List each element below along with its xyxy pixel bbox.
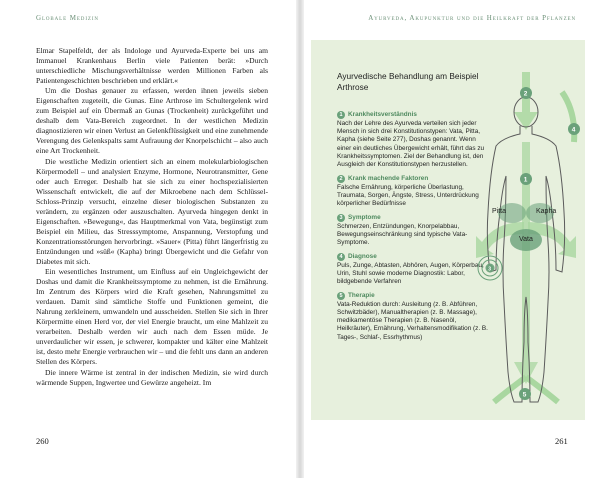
marker-4-label: 4 [571, 126, 576, 134]
body-illustration [466, 72, 590, 417]
paragraph: Elmar Stapelfeldt, der als Indologe und Ayurveda-Experte bei uns am Immanuel Krankenhaus Berlin viele Patienten berät: »Durch unterschiedliche Mischungsverhältnisse werden Millionen Farben als Patientengeschichten beschrieben und erklärt.« [36, 46, 268, 86]
marker-3-label: 3 [488, 266, 491, 273]
section-body: Schmerzen, Entzündungen, Knorpelabbau, Bewegungseinschränkung sind typische Vata-Symptome. [337, 222, 468, 246]
section-heading: Krank machende Faktoren [348, 174, 429, 182]
panel-title: Ayurvedische Behandlung am Beispiel Arthrose [337, 71, 479, 92]
left-page-body [36, 46, 268, 388]
pitta-label: Pitta [492, 208, 507, 215]
page-number-right: 261 [555, 436, 568, 446]
section-heading: Diagnose [348, 252, 377, 260]
section-number-badge: 5 [337, 292, 345, 300]
book-gutter [296, 0, 304, 478]
page-number-left: 260 [36, 436, 49, 446]
section-heading: Krankheitsverständnis [348, 111, 417, 118]
section-heading: Therapie [348, 291, 375, 299]
section-number-badge: 3 [337, 214, 345, 222]
section-number-badge: 2 [337, 175, 345, 183]
vata-label: Vata [519, 236, 533, 243]
section-body: Puls, Zunge, Abtasten, Abhören, Augen, Körperbau, Urin, Stuhl sowie moderne Diagnostik: Labor, bildgebende Verfahren [337, 261, 484, 285]
body-figure-svg [466, 72, 590, 417]
paragraph: Die innere Wärme ist zentral in der indischen Medizin, sie wird durch wärmende Suppen, Ingwertee und Gewürze angeheizt. Im [36, 367, 268, 387]
paragraph: Ein wesentliches Instrument, um Einfluss auf ein Ungleichgewicht der Doshas und damit die Krankheitssymptome zu nehmen, ist die Ernährung. Im Zentrum des Körpers wird die Kraft gesehen, Nahrungsmittel zu verdauen. Damit sind sämtliche Stoffe und Funktionen gemeint, die Nahrung zerkleinern, umwandeln und ausscheiden. Stellen Sie sich in Ihrer Körpermitte einen Herd vor, der viel Energie braucht, um eine Mahlzeit zu verarbeiten. Deshalb werden wir auch nach dem Essen müde. Je unverdaulicher wir essen, je schwerer, kompakter und kälter eine Mahlzeit ist, desto mehr Energie verbrauchen wir – und die fehlt uns dann an anderen Stellen des Körpers. [36, 267, 268, 367]
section-heading: Symptome [348, 213, 381, 221]
section-number-badge: 1 [337, 111, 345, 119]
running-head-right: Ayurveda, Akupunktur und die Heilkraft der Pflanzen [368, 14, 576, 22]
kapha-label: Kapha [536, 208, 557, 215]
running-head-left: Globale Medizin [36, 14, 99, 22]
section-body: Nach der Lehre des Ayurveda verteilen sich jeder Mensch in sich drei Konstitutionstypen: Vata, Pitta, Kapha (siehe Seite 277), Doshas genannt. Wenn einer ein deutliches Übergewicht erhält, führt das zu Krankheitssymptomen. Ziel der Behandlung ist, den Ausgleich der Konstitutionstypen herzustellen. [337, 119, 485, 168]
marker-5-label: 5 [522, 391, 527, 399]
marker-1-label: 1 [523, 176, 528, 184]
section-body: Vata-Reduktion durch: Ausleitung (z. B. Abführen, Schwitzbäder), Manualtherapien (z. B. Massage), medikamentöse Therapien (z. B. Nasenöl, Heilkräuter), Ernährung, Verhaltensmodifikation (z. B. Tages-, Schlaf-, Essrhythmus) [337, 300, 488, 341]
paragraph: Um die Doshas genauer zu erfassen, werden ihnen jeweils sieben Eigenschaften zugeteilt, die Gunas. Eine Arthrose im Schultergelenk wird zum Beispiel auf ein Übermaß an Gunas (Trockenheit) zurückgeführt und deshalb dem Vata-Bereich zugeordnet. In der westlichen Medizin diagnostizieren wir einen Verlust an Gelenkflüssigkeit und eine zunehmende Verengung des Gelenkspalts samt Aufrauung der Knorpelschicht – also auch eine Art Trockenheit. [36, 86, 268, 156]
marker-2-label: 2 [523, 90, 528, 98]
paragraph: Die westliche Medizin orientiert sich an einem molekularbiologischen Körpermodell – und analysiert Enzyme, Hormone, Neurotransmitter, Gene oder auch Erreger. Deshalb hat sie sich zu einer hochspezialisierten Wissenschaft entwickelt, die auf der Mikroebene nach dem Schlüssel-Schloss-Prinzip versucht, einzelne dieser biologischen Substanzen zu verändern, zu ergänzen oder auszuschalten. Ayurveda hingegen denkt in Eigenschaften. »Bewegung«, das Hauptmerkmal von Vata, begünstigt zum Beispiel ein Milieu, das Stresssymptome, Anspannung, Verstopfung und Konzentrationsstörungen hervorbringt. »Sauer« (Pitta) führt längerfristig zu Entzündungen und »süß« (Kapha) bringt Übergewicht und die Gefahr von Diabetes mit sich. [36, 156, 268, 266]
section-body: Falsche Ernährung, körperliche Überlastung, Traumata, Sorgen, Ängste, Stress, Unterdrückung körperlicher Bedürfnisse [337, 183, 479, 207]
section-number-badge: 4 [337, 253, 345, 261]
